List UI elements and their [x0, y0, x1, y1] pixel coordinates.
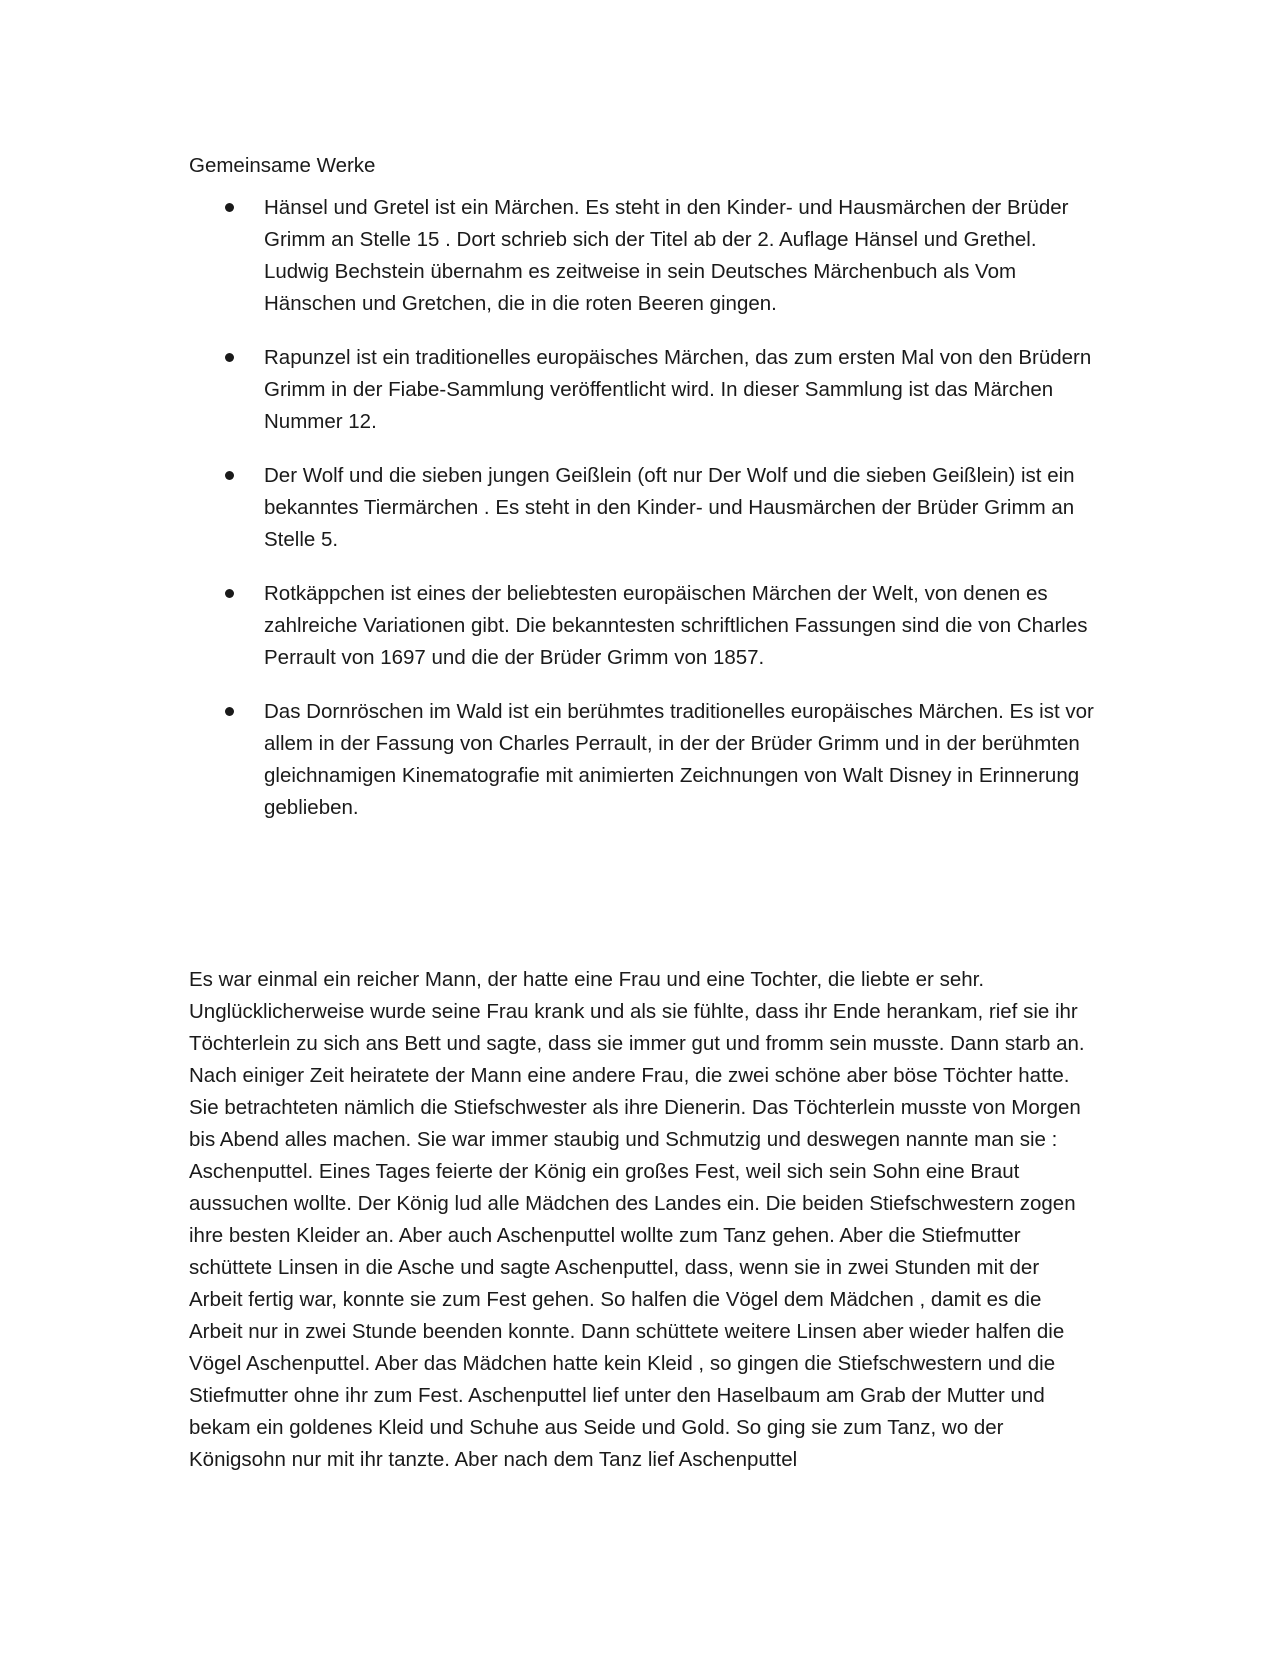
- list-item: [189, 578, 1095, 674]
- list-item-text: Rapunzel ist ein traditionelles europäisches Märchen, das zum ersten Mal von den Brüdern Grimm in der Fiabe-Sammlung veröffentlicht wird. In dieser Sammlung ist das Märchen Nummer 12.: [264, 346, 1092, 433]
- list-item-text: Rotkäppchen ist eines der beliebtesten europäischen Märchen der Welt, von denen es zahlreiche Variationen gibt. Die bekanntesten schriftlichen Fassungen sind die von Charles Perrault von 1697 und die der Brüder Grimm von 1857.: [264, 582, 1088, 669]
- list-item: [189, 696, 1095, 824]
- list-item-text: Das Dornröschen im Wald ist ein berühmtes traditionelles europäisches Märchen. Es ist vor allem in der Fassung von Charles Perrault, in der der Brüder Grimm und in der berühmten gleichnamigen Kinematografie mit animierten Zeichnungen von Walt Disney in Erinnerung geblieben.: [264, 700, 1094, 819]
- bullet-icon: [225, 353, 234, 362]
- bullet-icon: [225, 203, 234, 212]
- list-item-text: Hänsel und Gretel ist ein Märchen. Es steht in den Kinder- und Hausmärchen der Brüder Grimm an Stelle 15 . Dort schrieb sich der Titel ab der 2. Auflage Hänsel und Grethel. Ludwig Bechstein übernahm es zeitweise in sein Deutsches Märchenbuch als Vom Hänschen und Gretchen, die in die roten Beeren gingen.: [264, 196, 1069, 315]
- bullet-icon: [225, 707, 234, 716]
- works-list: [189, 192, 1095, 824]
- list-item: [189, 342, 1095, 438]
- list-item: [189, 460, 1095, 556]
- list-item-text: Der Wolf und die sieben jungen Geißlein (oft nur Der Wolf und die sieben Geißlein) ist ein bekanntes Tiermärchen . Es steht in den Kinder- und Hausmärchen der Brüder Grimm an Stelle 5.: [264, 464, 1075, 551]
- list-item: [189, 192, 1095, 320]
- story-paragraph: Es war einmal ein reicher Mann, der hatte eine Frau und eine Tochter, die liebte er sehr. Unglücklicherweise wurde seine Frau krank und als sie fühlte, dass ihr Ende herankam, rief sie ihr Töchterlein zu sich ans Bett und sagte, dass sie immer gut und fromm sein musste. Dann starb an. Nach einiger Zeit heiratete der Mann eine andere Frau, die zwei schöne aber böse Töchter hatte. Sie betrachteten nämlich die Stiefschwester als ihre Dienerin. Das Töchterlein musste von Morgen bis Abend alles machen. Sie war immer staubig und Schmutzig und deswegen nannte man sie : Aschenputtel. Eines Tages feierte der König ein großes Fest, weil sich sein Sohn eine Braut aussuchen wollte. Der König lud alle Mädchen des Landes ein. Die beiden Stiefschwestern zogen ihre besten Kleider an. Aber auch Aschenputtel wollte zum Tanz gehen. Aber die Stiefmutter schüttete Linsen in die Asche und sagte Aschenputtel, dass, wenn sie in zwei Stunden mit der Arbeit fertig war, konnte sie zum Fest gehen. So halfen die Vögel dem Mädchen , damit es die Arbeit nur in zwei Stunde beenden konnte. Dann schüttete weitere Linsen aber wieder halfen die Vögel Aschenputtel. Aber das Mädchen hatte kein Kleid , so gingen die Stiefschwestern und die Stiefmutter ohne ihr zum Fest. Aschenputtel lief unter den Haselbaum am Grab der Mutter und bekam ein goldenes Kleid und Schuhe aus Seide und Gold. So ging sie zum Tanz, wo der Königsohn nur mit ihr tanzte. Aber nach dem Tanz lief Aschenputtel: [189, 968, 1085, 1471]
- bullet-icon: [225, 471, 234, 480]
- bullet-icon: [225, 589, 234, 598]
- section-heading: Gemeinsame Werke: [189, 154, 376, 177]
- document-body: [189, 150, 1095, 1471]
